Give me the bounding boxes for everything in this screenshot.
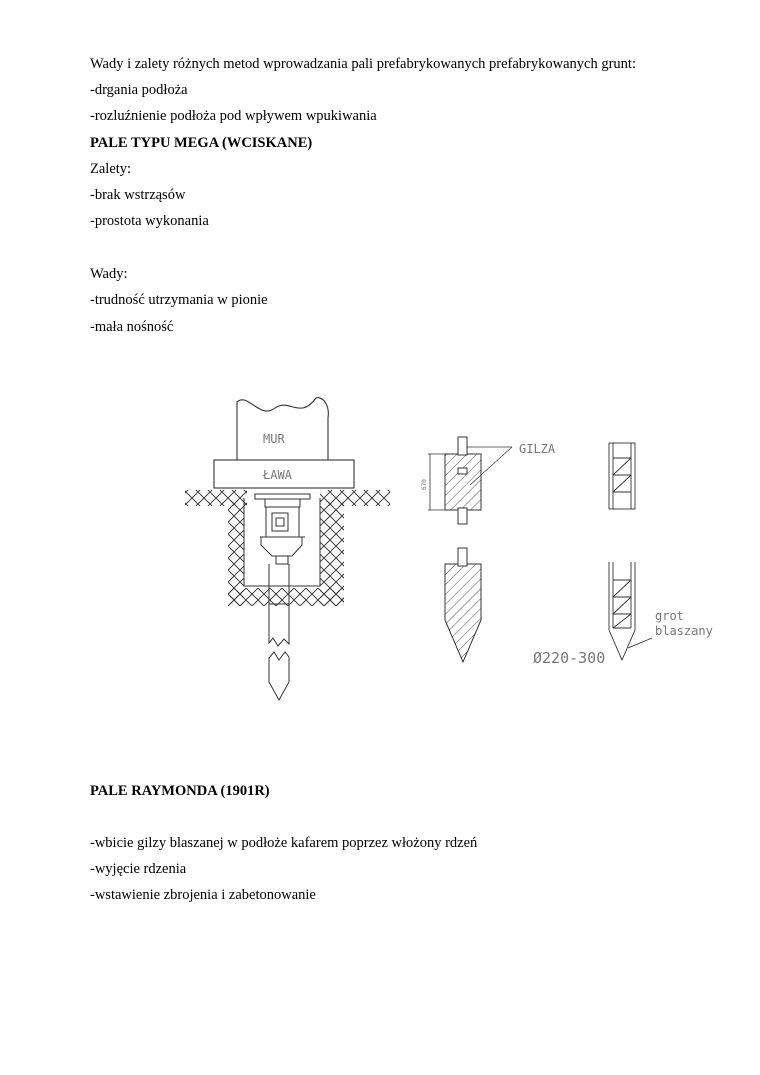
mur-label: MUR xyxy=(263,432,285,446)
list-item: -trudność utrzymania w pionie xyxy=(90,292,268,308)
gilza-label: GILZA xyxy=(519,442,556,456)
lawa-label: ŁAWA xyxy=(263,468,292,482)
list-item: -wyjęcie rdzenia xyxy=(90,861,187,877)
gilza-section xyxy=(428,437,512,524)
list-item: -wstawienie zbrojenia i zabetonowanie xyxy=(90,887,316,903)
list-item: -rozluźnienie podłoża pod wpływem wpukiwania xyxy=(90,108,377,124)
reinforcement-cage-top xyxy=(609,443,635,509)
pile-segment xyxy=(269,564,289,700)
intro-text: Wady i zalety różnych metod wprowadzania pali prefabrykowanych prefabrykowanych grunt: xyxy=(90,56,636,72)
list-item: -wbicie gilzy blaszanej w podłoże kafarem poprzez włożony rdzeń xyxy=(90,835,478,851)
list-item: -mała nośność xyxy=(90,319,174,335)
reinforcement-cage-pointed xyxy=(609,562,652,660)
section-heading-mega: PALE TYPU MEGA (WCISKANE) xyxy=(90,135,313,151)
list-item: -prostota wykonania xyxy=(90,213,209,229)
list-item: -drgania podłoża xyxy=(90,82,188,98)
grot-label: grot xyxy=(655,609,684,623)
wall-outline xyxy=(237,398,328,460)
hydraulic-jack xyxy=(255,494,310,564)
list-item: -brak wstrząsów xyxy=(90,187,186,203)
advantages-label: Zalety: xyxy=(90,161,132,177)
dimension-label: 670 xyxy=(421,479,428,490)
disadvantages-label: Wady: xyxy=(90,266,128,282)
pointed-pile xyxy=(445,548,481,662)
blaszany-label: blaszany xyxy=(655,624,713,638)
diameter-label: Ø220-300 xyxy=(533,649,606,667)
section-heading-raymond: PALE RAYMONDA (1901R) xyxy=(90,783,270,799)
